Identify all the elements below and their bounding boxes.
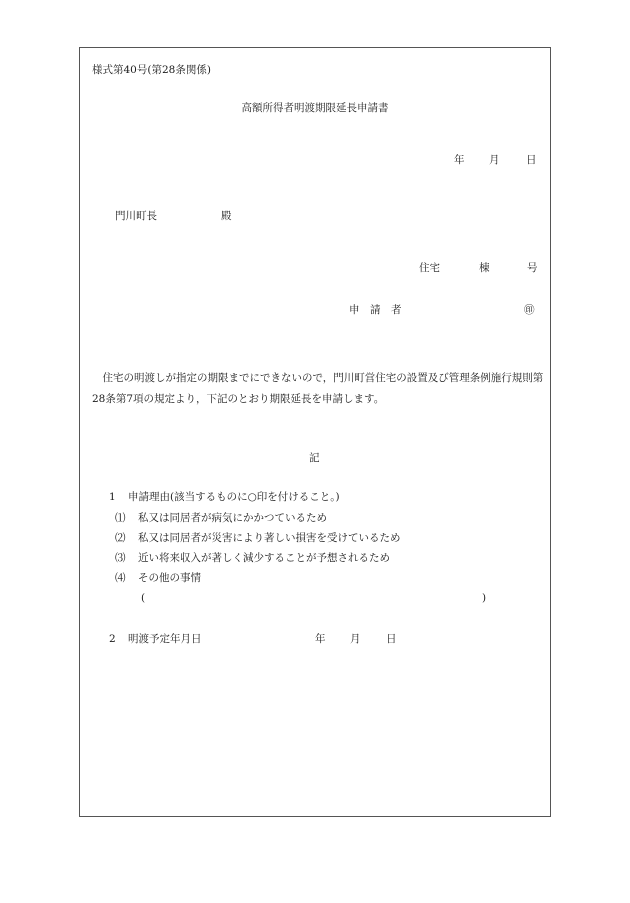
other-reason-paren-close: ): [482, 592, 487, 604]
reason-item-2-text: 私又は同居者が災害により著しい損害を受けているため: [138, 532, 401, 544]
reason-item-4-text: その他の事情: [138, 572, 201, 584]
residence-label: 住宅: [419, 262, 440, 274]
section2-number: 2: [109, 633, 116, 645]
body-paragraph: 住宅の明渡しが指定の期限までにできないので，門川町営住宅の設置及び管理条例施行規則第28条第7項の規定より，下記のとおり期限延長を申請します。: [92, 372, 544, 405]
building-label: 棟: [479, 262, 490, 274]
section2-year-label: 年: [315, 633, 326, 645]
number-label: 号: [527, 262, 538, 274]
reason-item-3-number: ⑶: [115, 552, 126, 564]
section2-label: 明渡予定年月日: [128, 633, 202, 645]
date-month-label: 月: [489, 154, 500, 166]
reason-item-3-text: 近い将来収入が著しく減少することが予想されるため: [138, 552, 390, 564]
addressee-honorific: 殿: [221, 210, 232, 222]
ki-heading: 記: [309, 452, 320, 464]
form-number-label: 様式第40号(第28条関係): [92, 64, 211, 76]
addressee-name: 門川町長: [115, 210, 157, 222]
seal-mark: ㊞: [524, 304, 535, 316]
date-year-label: 年: [454, 154, 465, 166]
reason-item-4-number: ⑷: [115, 572, 126, 584]
section2-month-label: 月: [350, 633, 361, 645]
applicant-label: 申 請 者: [349, 304, 402, 316]
reason-item-2-number: ⑵: [115, 532, 126, 544]
form-border: [79, 47, 551, 817]
document-title: 高額所得者明渡期限延長申請書: [241, 102, 389, 114]
section1-number: 1: [109, 491, 116, 503]
section2-day-label: 日: [386, 633, 397, 645]
section1-heading: 申請理由(該当するものに○印を付けること。): [128, 491, 340, 503]
reason-item-1-number: ⑴: [115, 512, 126, 524]
other-reason-paren-open: (: [141, 592, 146, 604]
reason-item-1-text: 私又は同居者が病気にかかつているため: [138, 512, 327, 524]
date-day-label: 日: [526, 154, 537, 166]
